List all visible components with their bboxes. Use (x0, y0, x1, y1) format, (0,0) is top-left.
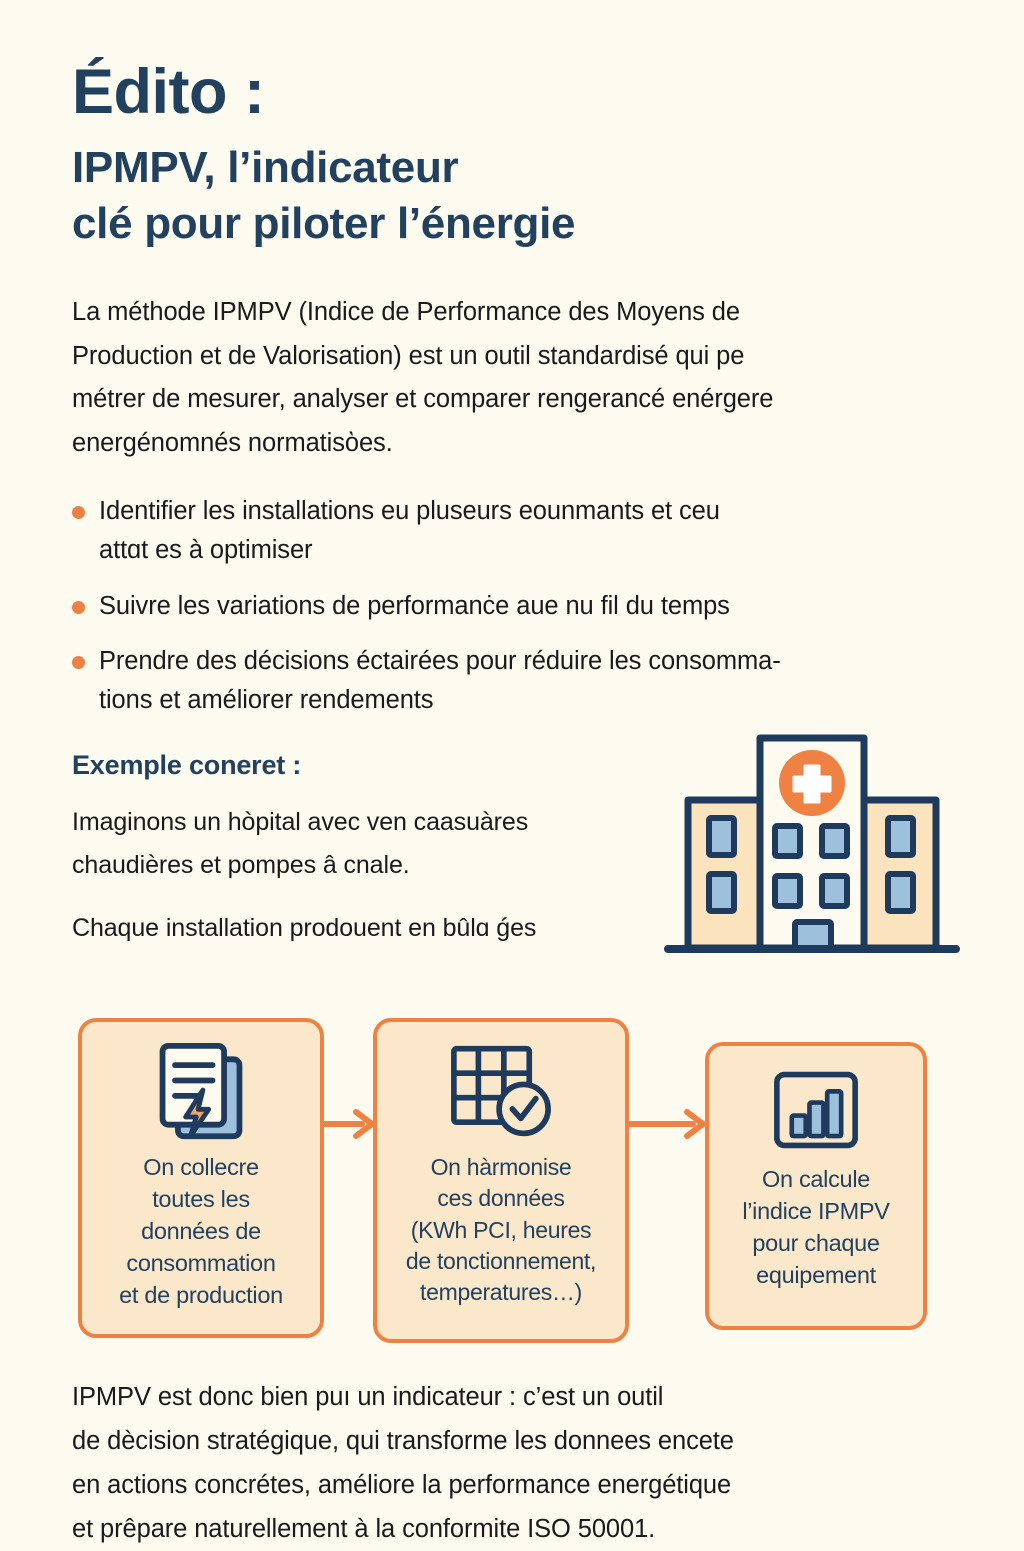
bullet-1-line-1: Identifier les installations eu pluseurs eounmants et ceu (99, 497, 720, 526)
closing-line-1: IPMPV est donc bien puı un indicateur : c’est un outil (72, 1383, 664, 1411)
card-2-line-4: de tonctionnement, (405, 1247, 597, 1274)
closing-line-4: et prêpare naturellement à la conformite ISO 50001. (72, 1514, 656, 1543)
card-3-line-4: equipement (756, 1261, 876, 1288)
closing-paragraph (72, 1376, 962, 1551)
intro-line-1: La méthode IPMPV (Indice de Performance des Moyens de (72, 297, 740, 326)
subtitle-line-2: clé pour piloter l’énergie (72, 199, 576, 249)
title-block (72, 0, 952, 253)
process-card-calculate-text (742, 1164, 889, 1292)
arrow-right-icon-2 (629, 1107, 707, 1141)
card-1-line-4: consommation (126, 1249, 276, 1276)
list-item (72, 492, 952, 570)
hospital-illustration (664, 728, 960, 984)
bullet-1-line-2: attɑt es à optimiser (99, 535, 313, 564)
card-1-line-2: toutes les (152, 1185, 250, 1212)
card-1-line-5: et de production (119, 1281, 283, 1308)
documents-energy-icon (151, 1038, 251, 1146)
medical-cross-icon (779, 750, 845, 816)
list-item-text (99, 587, 730, 626)
example-line-2: chaudières et pompes â cnale. (72, 850, 410, 879)
card-2-line-5: temperatures…) (420, 1279, 582, 1306)
list-item (72, 587, 952, 626)
card-2-line-2: ces données (437, 1185, 565, 1212)
bullet-3-line-1: Prendre des décisions éctairées pour réduire les consomma- (99, 647, 781, 676)
card-2-line-1: On hàrmonise (430, 1154, 572, 1180)
process-card-harmonise[interactable] (373, 1018, 629, 1343)
bullet-dot-icon (72, 506, 85, 519)
page-subtitle (72, 140, 952, 253)
bullet-3-line-2: tions et améliorer rendements (99, 686, 434, 715)
list-item-text (99, 492, 720, 570)
process-card-harmonise-text (406, 1152, 596, 1308)
example-line-1: Imaginons un hòpital avec ven caasuàres (72, 807, 529, 836)
closing-line-2: de dècision stratégique, qui transforme les donnees encete (72, 1426, 734, 1455)
benefits-list (72, 492, 952, 720)
intro-line-2: Production et de Valorisation) est un outil standardisé qui pe (72, 341, 745, 370)
card-3-line-3: pour chaque (752, 1229, 880, 1256)
intro-line-3: métrer de mesurer, analyser et comparer rengerancé enérgere (72, 385, 774, 414)
card-2-line-3: (KWh PCI, heures (410, 1216, 592, 1243)
grid-check-icon (448, 1038, 554, 1146)
page-title: Édito : (72, 57, 265, 127)
example-paragraph (72, 801, 652, 950)
subtitle-line-1: IPMPV, l’indicateur (72, 143, 459, 193)
card-3-line-2: l’indice IPMPV (742, 1197, 890, 1224)
example-section (72, 750, 952, 950)
bullet-dot-icon (72, 601, 85, 614)
card-1-line-1: On collecre (143, 1154, 259, 1180)
list-item-text (99, 642, 781, 720)
bar-chart-icon (771, 1062, 861, 1158)
list-item (72, 642, 952, 720)
process-card-calculate[interactable] (705, 1042, 927, 1330)
arrow-right-icon-1 (324, 1107, 376, 1141)
closing-line-3: en actions concrétes, améliore la performance energétique (72, 1470, 732, 1499)
process-card-collect-text (119, 1152, 283, 1312)
card-1-line-3: données de (141, 1217, 261, 1244)
bullet-dot-icon (72, 656, 85, 669)
process-flow (72, 1012, 952, 1342)
intro-paragraph (72, 291, 952, 466)
intro-line-4: energénomnés normatisὸes. (72, 429, 393, 458)
example-heading: Exemple coneret : (72, 749, 302, 780)
example-line-3: Chaque installation prodouent en bûlɑ ǵes (72, 913, 537, 942)
card-3-line-1: On calcule (761, 1166, 871, 1192)
bullet-2-line-1: Suivre les variations de performanċe aue nu fil du temps (99, 591, 730, 620)
process-card-collect[interactable] (78, 1018, 324, 1338)
